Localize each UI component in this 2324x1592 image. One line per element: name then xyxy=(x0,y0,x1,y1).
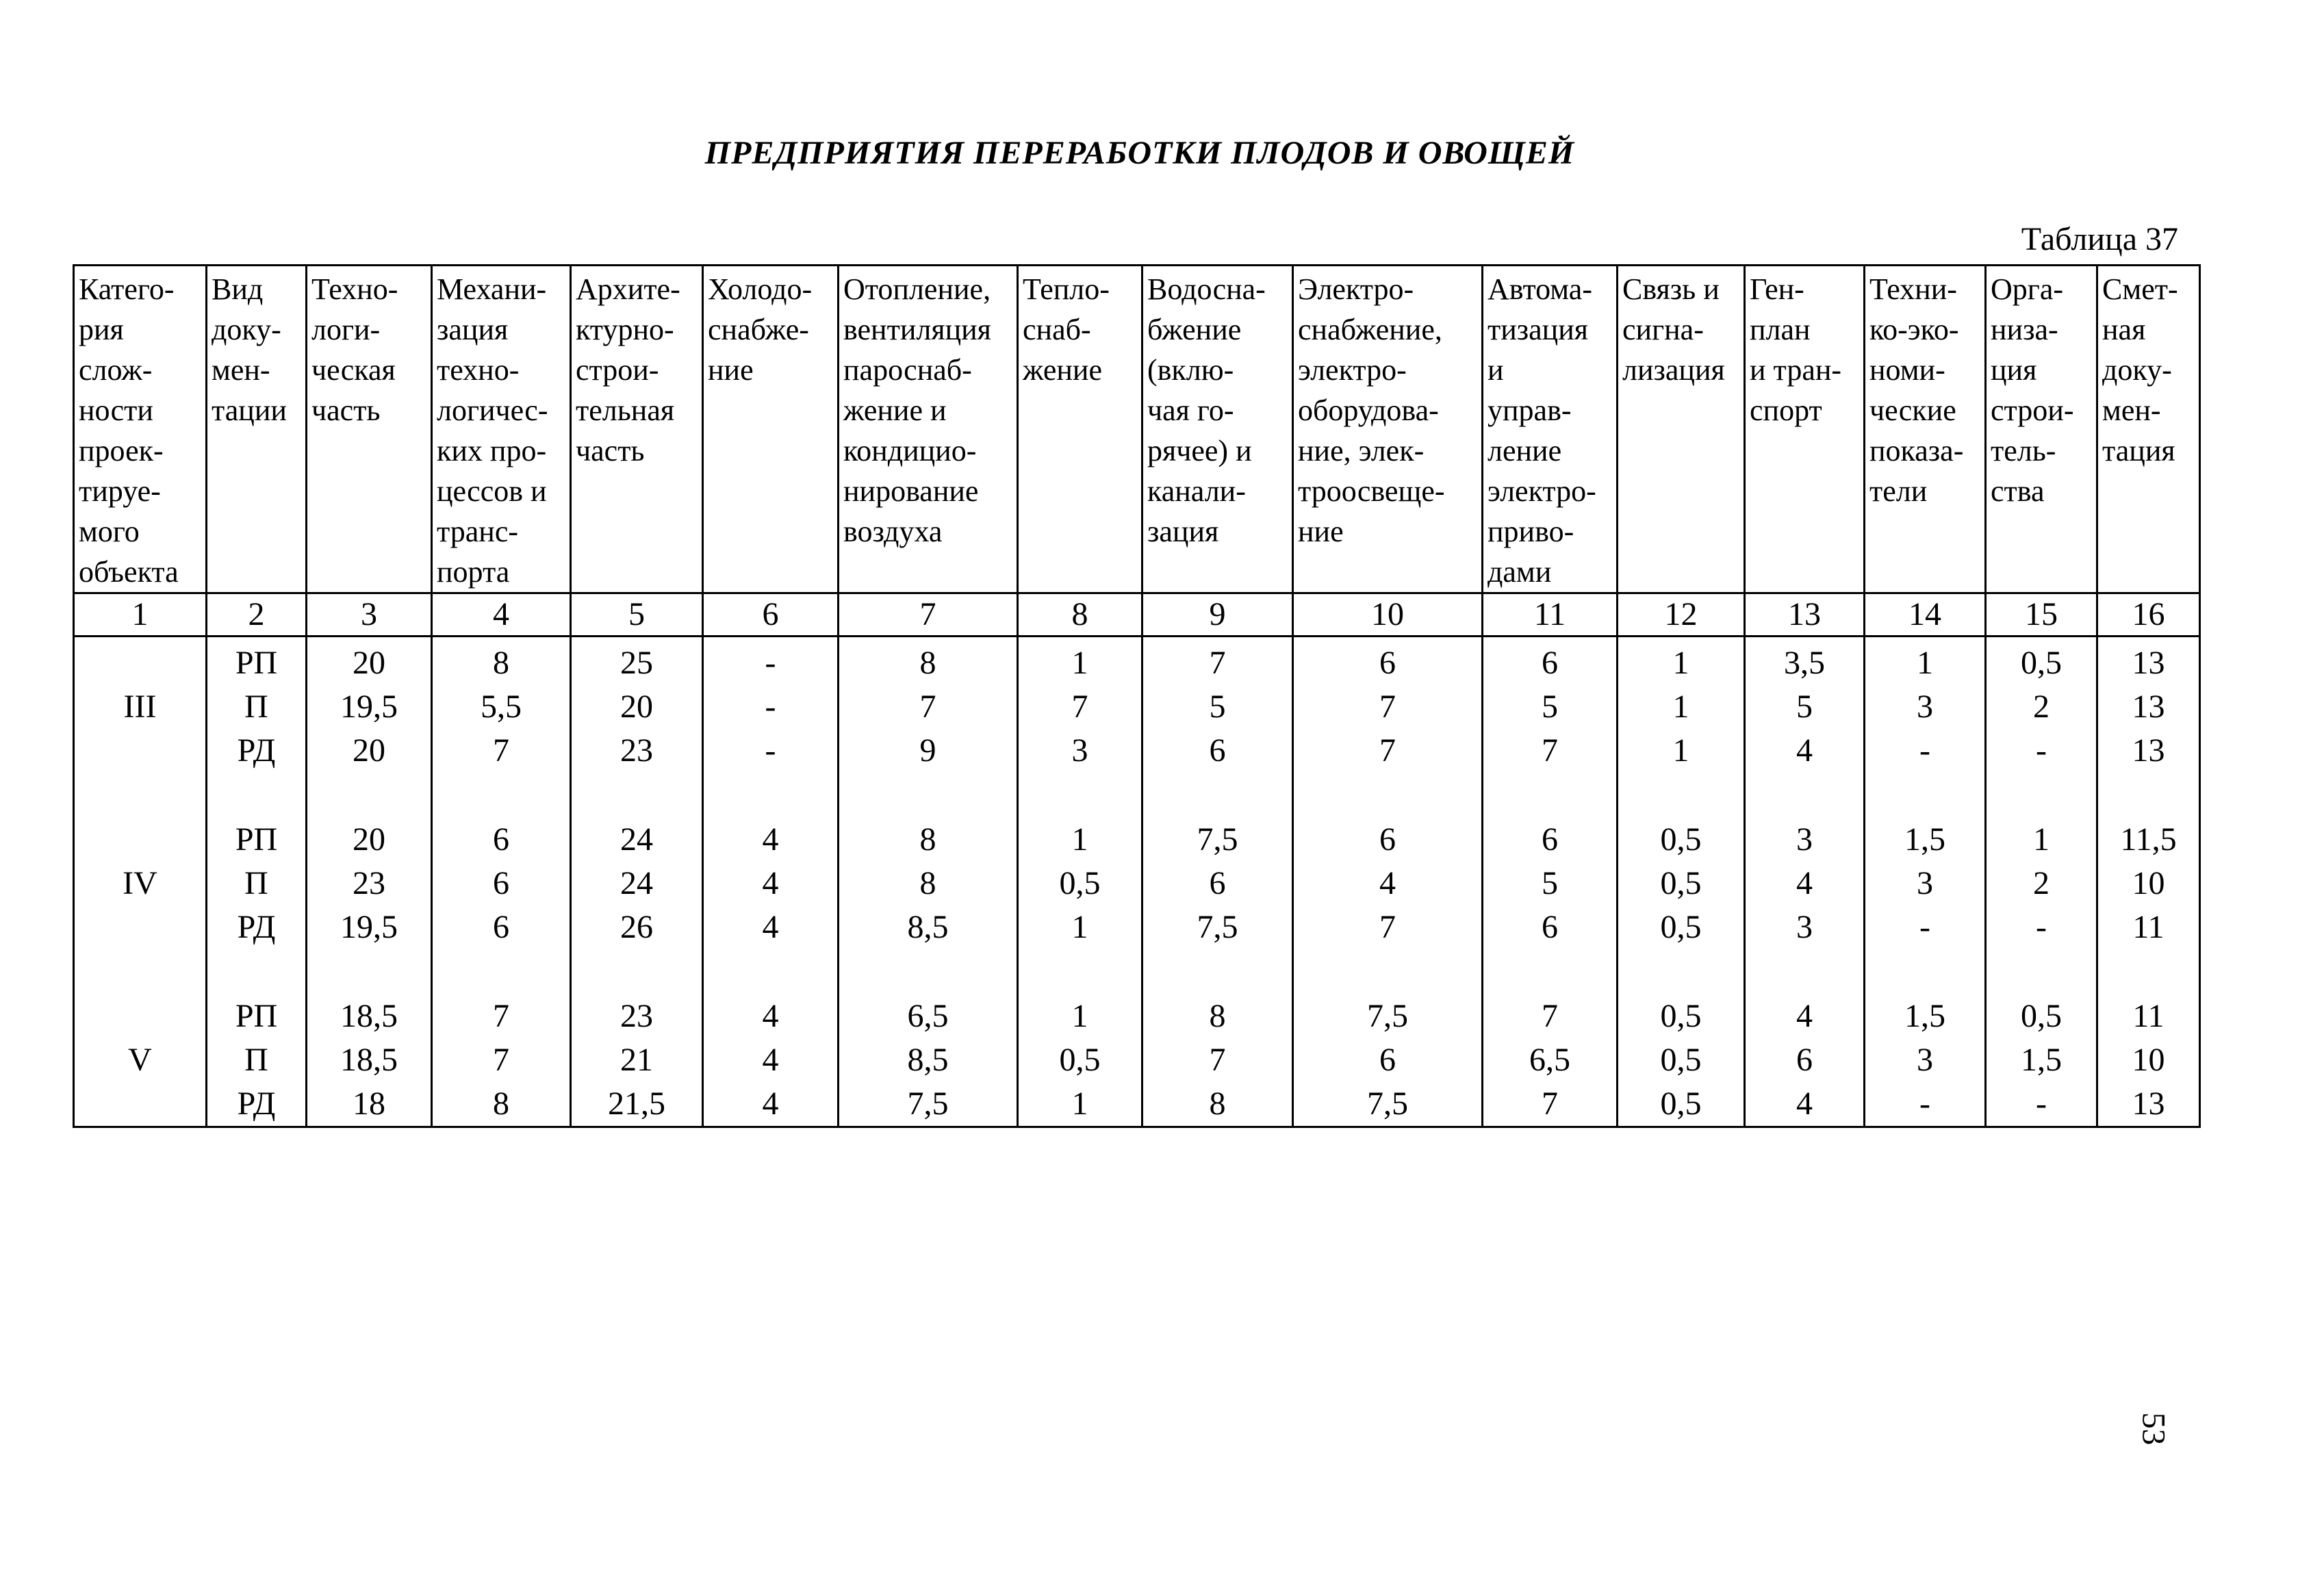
table-cell: 7,5 xyxy=(1367,998,1408,1034)
column-number: 1 xyxy=(74,593,207,637)
value-column xyxy=(1618,637,1745,1127)
table-cell: РД xyxy=(237,1086,276,1122)
group-spacer xyxy=(207,773,305,818)
table-label: Таблица 37 xyxy=(2021,221,2178,257)
table-cell: 6 xyxy=(493,865,509,901)
column-number-row xyxy=(74,593,2200,637)
table-cell: 0,5 xyxy=(1660,1042,1702,1078)
column-number: 5 xyxy=(571,593,703,637)
table-cell: 2 xyxy=(2033,865,2050,901)
table-cell: 8,5 xyxy=(907,1042,949,1078)
column-header: Ген- план и тран- спорт xyxy=(1745,266,1865,593)
column-number: 11 xyxy=(1483,593,1618,637)
group-spacer xyxy=(1143,949,1292,994)
table-cell: 1 xyxy=(1672,645,1689,681)
column-header: Автома- тизация и управ- ление электро- приво- дами xyxy=(1483,266,1618,593)
table-cell: 4 xyxy=(1796,865,1813,901)
table-cell: 4 xyxy=(762,1042,779,1078)
table-cell: 0,5 xyxy=(1660,865,1702,901)
value-column xyxy=(571,637,703,1127)
table-cell: - xyxy=(1919,732,1930,769)
table-cell: 6 xyxy=(1379,821,1396,858)
table-cell: 7,5 xyxy=(1197,909,1238,945)
group-spacer xyxy=(433,949,570,994)
group-spacer xyxy=(1987,773,2096,818)
value-column xyxy=(1986,637,2097,1127)
category-label xyxy=(75,641,205,685)
table-cell: 7,5 xyxy=(1367,1086,1408,1122)
column-header: Механи- зация техно- логичес- ких про- цессов и транс- порта xyxy=(432,266,571,593)
table-cell: - xyxy=(765,732,776,769)
group-spacer xyxy=(307,773,431,818)
table-cell: 24 xyxy=(620,865,653,901)
table-cell: 23 xyxy=(620,998,653,1034)
group-spacer xyxy=(1483,949,1616,994)
column-header: Техно- логи- ческая часть xyxy=(307,266,432,593)
table-cell: - xyxy=(2036,909,2047,945)
table-cell: 1 xyxy=(1071,998,1088,1034)
table-cell: 20 xyxy=(353,645,385,681)
table-cell: 23 xyxy=(353,865,385,901)
table-cell: 13 xyxy=(2132,1086,2165,1122)
table-cell: 1,5 xyxy=(1904,821,1945,858)
group-spacer xyxy=(1746,773,1863,818)
column-number: 9 xyxy=(1142,593,1293,637)
category-column xyxy=(74,637,207,1127)
column-header: Отопление, вентиляция пароснаб- жение и кондицио- нирование воздуха xyxy=(839,266,1018,593)
value-column xyxy=(1745,637,1865,1127)
table-cell: 19,5 xyxy=(340,689,398,725)
table-cell: 7 xyxy=(1071,689,1088,725)
table-cell: 6 xyxy=(1796,1042,1813,1078)
table-cell: 13 xyxy=(2132,645,2165,681)
category-label: IV xyxy=(123,865,157,901)
column-number: 4 xyxy=(432,593,571,637)
table-cell: 3 xyxy=(1917,689,1933,725)
value-column xyxy=(1018,637,1142,1127)
table-cell: 8 xyxy=(493,645,509,681)
table-cell: РП xyxy=(235,998,278,1034)
table-cell: 1 xyxy=(1071,645,1088,681)
table-cell: 4 xyxy=(762,865,779,901)
table-cell: 10 xyxy=(2132,865,2165,901)
column-header: Холодо- снабже- ние xyxy=(703,266,839,593)
group-spacer xyxy=(572,949,702,994)
table-cell: 5 xyxy=(1209,689,1226,725)
group-spacer xyxy=(1294,773,1481,818)
table-cell: 11 xyxy=(2132,909,2165,945)
category-label xyxy=(75,818,205,862)
column-header: Вид доку- мен- тации xyxy=(207,266,307,593)
table-cell: 11,5 xyxy=(2120,821,2177,858)
table-cell: 21 xyxy=(620,1042,653,1078)
table-cell: 5 xyxy=(1542,865,1558,901)
table-cell: - xyxy=(2036,732,2047,769)
value-column xyxy=(2097,637,2200,1127)
column-header: Электро- снабжение, электро- оборудова- ние, элек- троосвеще- ние xyxy=(1293,266,1483,593)
column-number: 2 xyxy=(207,593,307,637)
table-cell: 21,5 xyxy=(608,1086,665,1122)
table-cell: - xyxy=(2036,1086,2047,1122)
group-spacer xyxy=(704,773,837,818)
table-cell: П xyxy=(244,1042,268,1078)
table-cell: 10 xyxy=(2132,1042,2165,1078)
group-spacer xyxy=(433,773,570,818)
group-spacer xyxy=(1746,949,1863,994)
table-cell: 24 xyxy=(620,821,653,858)
table-cell: РП xyxy=(235,645,278,681)
table-cell: РД xyxy=(237,909,276,945)
table-cell: 1 xyxy=(1917,645,1933,681)
table-cell: 18,5 xyxy=(340,998,398,1034)
column-number: 15 xyxy=(1986,593,2097,637)
value-column xyxy=(207,637,307,1127)
value-column xyxy=(1142,637,1293,1127)
table-cell: 2 xyxy=(2033,689,2050,725)
group-spacer xyxy=(1143,773,1292,818)
table-cell: 1 xyxy=(1071,821,1088,858)
column-header: Техни- ко-эко- номи- ческие показа- тели xyxy=(1865,266,1986,593)
group-spacer xyxy=(1618,773,1744,818)
column-number: 14 xyxy=(1865,593,1986,637)
table-cell: 8 xyxy=(919,645,936,681)
table-cell: 0,5 xyxy=(1660,998,1702,1034)
table-cell: 0,5 xyxy=(2021,998,2062,1034)
table-cell: 7 xyxy=(493,998,509,1034)
table-cell: 4 xyxy=(1796,1086,1813,1122)
table-cell: 23 xyxy=(620,732,653,769)
table-cell: 1 xyxy=(1071,909,1088,945)
table-cell: 0,5 xyxy=(1660,821,1702,858)
table-cell: РД xyxy=(237,732,276,769)
group-spacer xyxy=(1865,773,1984,818)
group-spacer xyxy=(207,949,305,994)
table-cell: 19,5 xyxy=(340,909,398,945)
column-header: Орга- низа- ция строи- тель- ства xyxy=(1986,266,2097,593)
category-label xyxy=(75,994,205,1038)
table-cell: 0,5 xyxy=(1059,865,1101,901)
table-cell: 6,5 xyxy=(1529,1042,1570,1078)
table-cell: 26 xyxy=(620,909,653,945)
table-cell: 6 xyxy=(493,821,509,858)
table-cell: 7 xyxy=(493,1042,509,1078)
group-spacer xyxy=(839,949,1017,994)
table-cell: 6,5 xyxy=(907,998,949,1034)
table-cell: РП xyxy=(235,821,278,858)
column-number: 7 xyxy=(839,593,1018,637)
column-number: 3 xyxy=(307,593,432,637)
coefficients-table xyxy=(73,264,2201,1128)
column-header: Катего- рия слож- ности проек- тируе- мого объекта xyxy=(74,266,207,593)
table-cell: 6 xyxy=(493,909,509,945)
table-cell: 1 xyxy=(1071,1086,1088,1122)
group-spacer xyxy=(2098,773,2199,818)
page-number: 53 xyxy=(2135,1412,2172,1446)
table-cell: 20 xyxy=(353,821,385,858)
table-cell: 7 xyxy=(1379,689,1396,725)
table-cell: 13 xyxy=(2132,689,2165,725)
category-label xyxy=(75,729,205,773)
table-cell: 4 xyxy=(762,1086,779,1122)
table-cell: 7 xyxy=(1542,998,1558,1034)
value-column xyxy=(1293,637,1483,1127)
column-number: 8 xyxy=(1018,593,1142,637)
table-cell: 7 xyxy=(1542,732,1558,769)
table-cell: 7 xyxy=(1209,645,1226,681)
table-cell: 8 xyxy=(1209,998,1226,1034)
table-cell: 7 xyxy=(919,689,936,725)
table-cell: 5 xyxy=(1796,689,1813,725)
table-cell: 8 xyxy=(919,865,936,901)
column-header: Смет- ная доку- мен- тация xyxy=(2097,266,2200,593)
column-header: Тепло- снаб- жение xyxy=(1018,266,1142,593)
table-cell: 3,5 xyxy=(1784,645,1825,681)
table-cell: 0,5 xyxy=(2021,645,2062,681)
group-spacer xyxy=(1483,773,1616,818)
table-cell: 7 xyxy=(1209,1042,1226,1078)
group-spacer xyxy=(1618,949,1744,994)
category-label xyxy=(75,906,205,949)
table-cell: 9 xyxy=(919,732,936,769)
table-cell: 8,5 xyxy=(907,909,949,945)
table-cell: 3 xyxy=(1917,1042,1933,1078)
table-cell: 4 xyxy=(1379,865,1396,901)
group-spacer xyxy=(1019,949,1141,994)
table-cell: П xyxy=(244,865,268,901)
table-cell: 18 xyxy=(353,1086,385,1122)
table-cell: 3 xyxy=(1796,821,1813,858)
table-cell: 25 xyxy=(620,645,653,681)
table-cell: 6 xyxy=(1209,732,1226,769)
table-cell: 6 xyxy=(1379,645,1396,681)
table-cell: 7,5 xyxy=(907,1086,949,1122)
value-column xyxy=(1865,637,1986,1127)
group-spacer xyxy=(572,773,702,818)
table-cell: 8 xyxy=(919,821,936,858)
category-label: III xyxy=(123,689,157,725)
table-cell: 5 xyxy=(1542,689,1558,725)
table-cell: 3 xyxy=(1917,865,1933,901)
value-column xyxy=(1483,637,1618,1127)
table-cell: 7 xyxy=(1542,1086,1558,1122)
table-cell: 4 xyxy=(762,821,779,858)
table-cell: 6 xyxy=(1209,865,1226,901)
table-cell: 6 xyxy=(1542,821,1558,858)
value-column xyxy=(839,637,1018,1127)
table-cell: 7 xyxy=(493,732,509,769)
group-spacer xyxy=(1987,949,2096,994)
data-row xyxy=(74,637,2200,1127)
category-label xyxy=(75,1082,205,1126)
page-title: ПРЕДПРИЯТИЯ ПЕРЕРАБОТКИ ПЛОДОВ И ОВОЩЕЙ xyxy=(704,135,1575,171)
group-spacer xyxy=(1865,949,1984,994)
group-spacer xyxy=(75,773,205,818)
table-cell: - xyxy=(1919,909,1930,945)
column-header: Водосна- бжение (вклю- чая го- рячее) и канали- зация xyxy=(1142,266,1293,593)
group-spacer xyxy=(1294,949,1481,994)
table-cell: 11 xyxy=(2132,998,2165,1034)
group-spacer xyxy=(704,949,837,994)
table-cell: 6 xyxy=(1542,645,1558,681)
column-header: Связь и сигна- лизация xyxy=(1618,266,1745,593)
column-header: Архите- ктурно- строи- тельная часть xyxy=(571,266,703,593)
group-spacer xyxy=(1019,773,1141,818)
table-cell: 18,5 xyxy=(340,1042,398,1078)
value-column xyxy=(432,637,571,1127)
group-spacer xyxy=(75,949,205,994)
table-cell: 1 xyxy=(1672,732,1689,769)
table-cell: 4 xyxy=(1796,998,1813,1034)
column-number: 13 xyxy=(1745,593,1865,637)
value-column xyxy=(703,637,839,1127)
table-cell: 0,5 xyxy=(1660,1086,1702,1122)
category-label: V xyxy=(128,1042,152,1078)
column-number: 12 xyxy=(1618,593,1745,637)
table-cell: 3 xyxy=(1796,909,1813,945)
table-cell: 3 xyxy=(1071,732,1088,769)
table-cell: 4 xyxy=(1796,732,1813,769)
table-cell: 13 xyxy=(2132,732,2165,769)
table-cell: 6 xyxy=(1542,909,1558,945)
table-cell: 7 xyxy=(1379,909,1396,945)
column-number: 16 xyxy=(2097,593,2200,637)
table-cell: 8 xyxy=(1209,1086,1226,1122)
column-number: 6 xyxy=(703,593,839,637)
table-cell: 4 xyxy=(762,909,779,945)
table-cell: 7 xyxy=(1379,732,1396,769)
table-cell: - xyxy=(765,689,776,725)
table-cell: 1 xyxy=(1672,689,1689,725)
table-cell: 4 xyxy=(762,998,779,1034)
table-cell: 6 xyxy=(1379,1042,1396,1078)
table-cell: 0,5 xyxy=(1660,909,1702,945)
table-cell: 7,5 xyxy=(1197,821,1238,858)
table-cell: 5,5 xyxy=(481,689,522,725)
table-cell: 1,5 xyxy=(1904,998,1945,1034)
table-cell: 20 xyxy=(353,732,385,769)
value-column xyxy=(307,637,432,1127)
group-spacer xyxy=(839,773,1017,818)
table-cell: - xyxy=(765,645,776,681)
table-cell: 20 xyxy=(620,689,653,725)
header-row xyxy=(74,266,2200,593)
table-cell: 8 xyxy=(493,1086,509,1122)
group-spacer xyxy=(307,949,431,994)
table-cell: 1,5 xyxy=(2021,1042,2062,1078)
table-cell: П xyxy=(244,689,268,725)
group-spacer xyxy=(2098,949,2199,994)
column-number: 10 xyxy=(1293,593,1483,637)
table-cell: - xyxy=(1919,1086,1930,1122)
table-cell: 1 xyxy=(2033,821,2050,858)
table-cell: 0,5 xyxy=(1059,1042,1101,1078)
